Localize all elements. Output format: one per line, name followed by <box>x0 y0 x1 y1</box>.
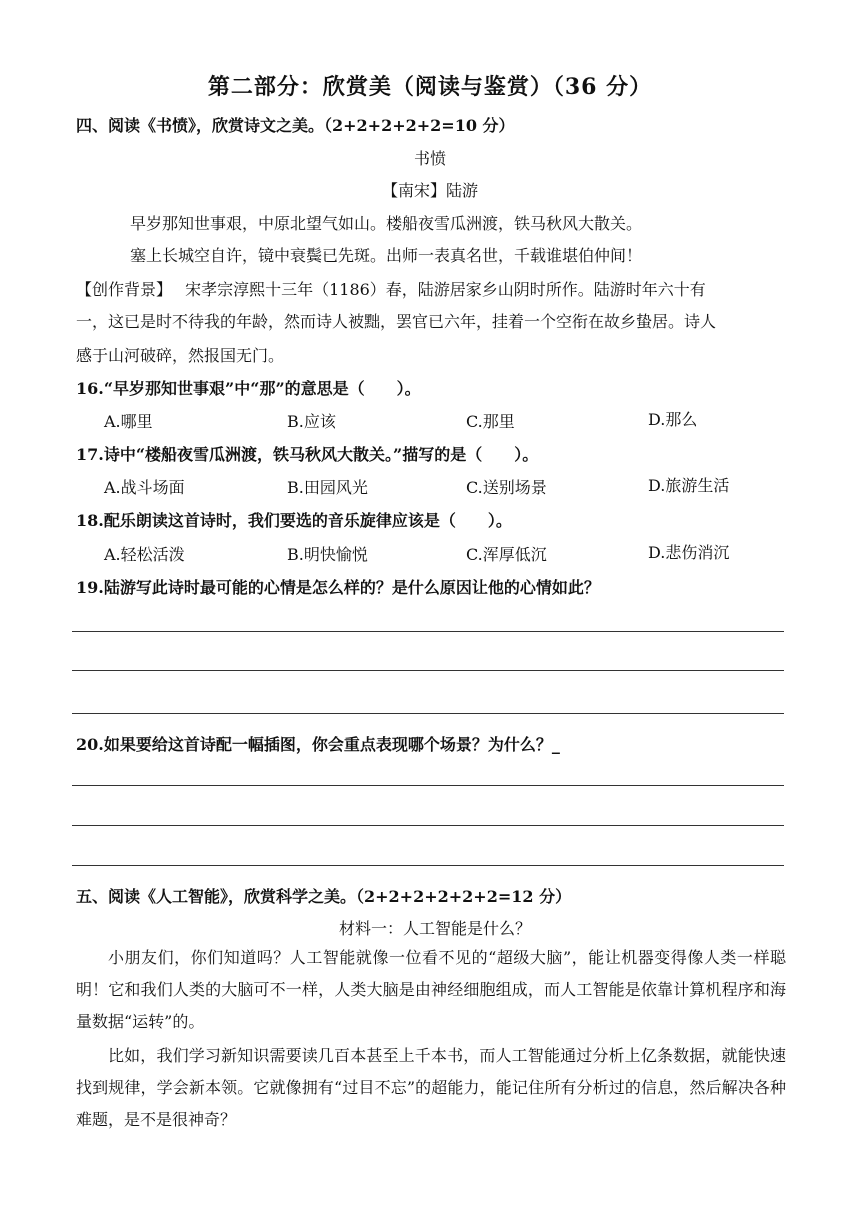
paragraph-2: 比如，我们学习新知识需要读几百本甚至上千本书，而人工智能通过分析上亿条数据，就能快速找到规律，学会新本领。它就像拥有“过目不忘”的超能力，能记住所有分析过的信息，然后解决各种难题，是不是很神奇？ <box>76 1046 786 1129</box>
background-line-1: 【创作背景】 宋孝宗淳熙十三年（1186）春，陆游居家乡山阴时所作。陆游时年六十有 <box>76 280 706 299</box>
answer-line[interactable] <box>72 865 784 866</box>
question-16: 16.“早岁那知世事艰”中“那”的意思是（ ）。 <box>76 379 421 398</box>
q17-option-c: C.送别场景 <box>466 478 547 497</box>
question-19: 19.陆游写此诗时最可能的心情是怎么样的？是什么原因让他的心情如此？ <box>76 578 600 597</box>
q18-option-a: A.轻松活泼 <box>104 545 185 564</box>
answer-line[interactable] <box>72 631 784 632</box>
q18-option-d: D.悲伤消沉 <box>648 543 730 562</box>
q18-option-c: C.浑厚低沉 <box>466 545 547 564</box>
q16-option-c: C.那里 <box>466 412 515 431</box>
background-line-3: 感于山河破碎，然报国无门。 <box>76 346 285 365</box>
section-five-heading: 五、阅读《人工智能》，欣赏科学之美。（2+2+2+2+2+2=12 分） <box>76 887 572 906</box>
question-17: 17.诗中“楼船夜雪瓜洲渡，铁马秋风大散关。”描写的是（ ）。 <box>76 445 539 464</box>
section-four-heading: 四、阅读《书愤》，欣赏诗文之美。（2+2+2+2+2=10 分） <box>76 116 515 135</box>
answer-line[interactable] <box>72 825 784 826</box>
page-title: 第二部分：欣赏美（阅读与鉴赏）（36 分） <box>207 74 653 100</box>
poem-line-1: 早岁那知世事艰，中原北望气如山。楼船夜雪瓜洲渡，铁马秋风大散关。 <box>130 214 643 233</box>
answer-line[interactable] <box>72 670 784 671</box>
poem-author: 【南宋】陆游 <box>381 181 478 200</box>
q16-option-d: D.那么 <box>648 410 698 429</box>
question-18: 18.配乐朗读这首诗时，我们要选的音乐旋律应该是（ ）。 <box>76 511 512 530</box>
q18-option-b: B.明快愉悦 <box>287 545 368 564</box>
q17-option-d: D.旅游生活 <box>648 476 730 495</box>
q17-option-a: A.战斗场面 <box>104 478 185 497</box>
q17-option-b: B.田园风光 <box>287 478 368 497</box>
poem-line-2: 塞上长城空自许，镜中衰鬓已先斑。出师一表真名世，千载谁堪伯仲间！ <box>130 246 643 265</box>
answer-line[interactable] <box>72 713 784 714</box>
material-one-title: 材料一：人工智能是什么？ <box>339 919 532 938</box>
q16-option-a: A.哪里 <box>104 412 153 431</box>
question-20: 20.如果要给这首诗配一幅插图，你会重点表现哪个场景？为什么？_ <box>76 735 560 754</box>
poem-title: 书愤 <box>413 149 446 168</box>
answer-line[interactable] <box>72 785 784 786</box>
background-line-2: 一，这已是时不待我的年龄，然而诗人被黜，罢官已六年，挂着一个空衔在故乡蛰居。诗人 <box>76 312 717 331</box>
paragraph-1: 小朋友们，你们知道吗？人工智能就像一位看不见的“超级大脑”，能让机器变得像人类一样聪明！它和我们人类的大脑可不一样，人类大脑是由神经细胞组成，而人工智能是依靠计算机程序和海量数据“运转”的。 <box>76 948 786 1031</box>
q16-option-b: B.应该 <box>287 412 336 431</box>
